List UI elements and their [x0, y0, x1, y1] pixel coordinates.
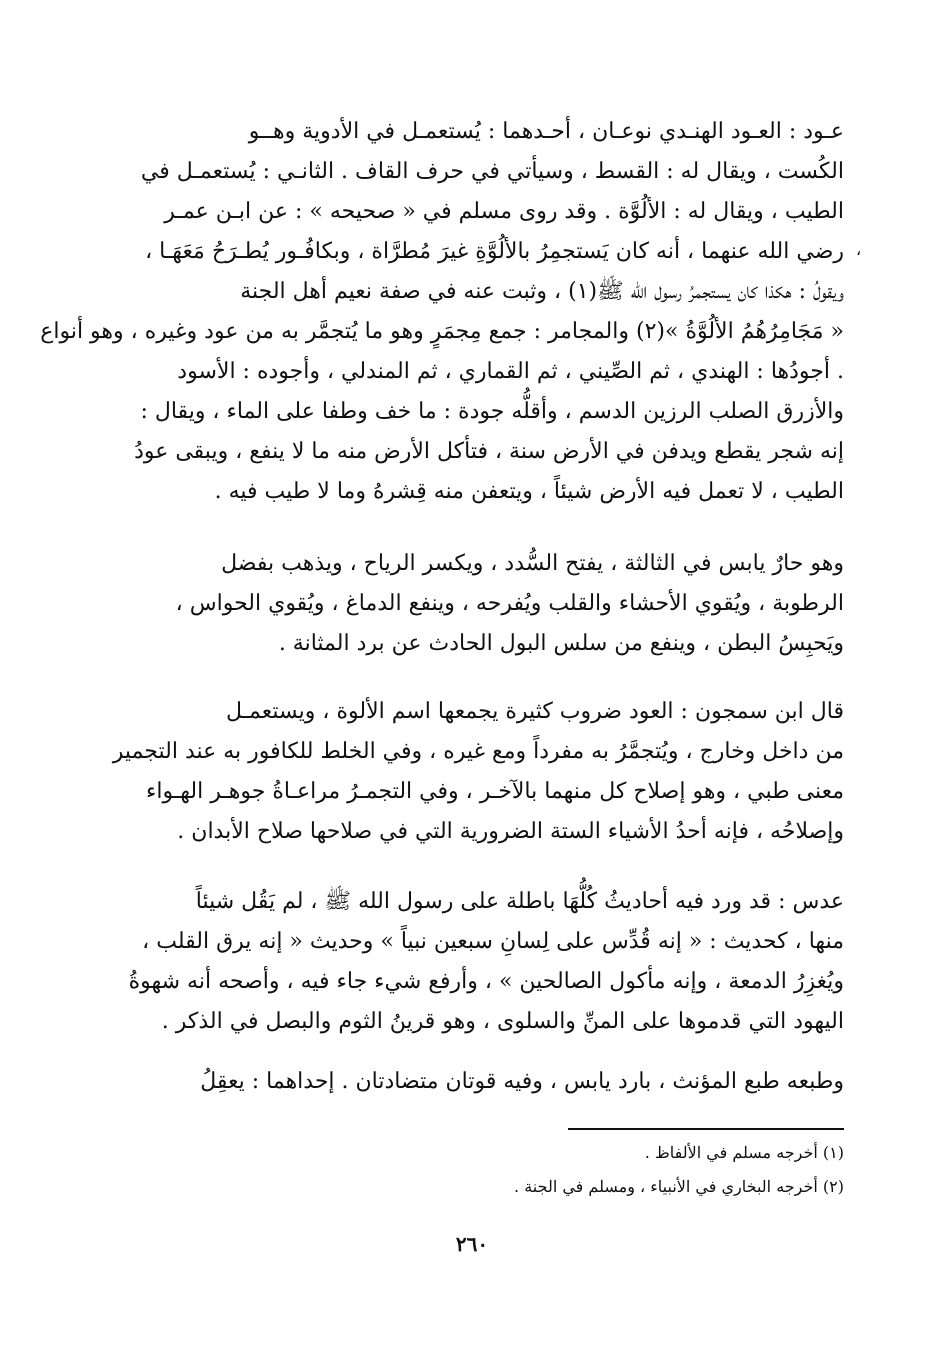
text-line: وهو حارٌ يابس في الثالثة ، يفتح السُّدد ، ويكسر الرياح ، ويذهب بفضل — [221, 551, 844, 576]
text-line: ويقولُ : هكذا كان يستجمرُ رسول الله ﷺ(١) ، وثبت عنه في صفة نعيم أهل الجنة — [240, 279, 844, 304]
text-line: الطيب ، ويقال له : الألُوَّة . وقد روى مسلم في « صحيحه » : عن ابـن عمـر — [164, 199, 844, 224]
text-line: إنه شجر يقطع ويدفن في الأرض سنة ، فتأكل الأرض منه ما لا ينفع ، ويبقى عودُ — [134, 439, 844, 464]
footnote-1: (١) أخرجه مسلم في الألفاظ . — [644, 1143, 844, 1162]
page-number: ٢٦٠ — [455, 1232, 489, 1256]
text-line: « مَجَامِرُهُمُ الألُوَّةُ »(٢) والمجامر : جمع مِجمَرٍ وهو ما يُتجمَّر به من عود وغيره ، وهو أنواع — [40, 319, 844, 344]
paragraph-oud — [40, 112, 844, 512]
text-line: والأزرق الصلب الرزين الدسم ، وأقلُّه جودة : ما خف وطفا على الماء ، ويقال : — [140, 399, 844, 424]
text-line: ويَحبِسُ البطن ، وينفع من سلس البول الحادث عن برد المثانة . — [278, 631, 844, 656]
text-line: الكُست ، ويقال له : القسط ، وسيأتي في حرف القاف . الثانـي : يُستعمـل في — [140, 159, 844, 184]
text-line: من داخل وخارج ، ويُتجمَّرُ به مفرداً ومع غيره ، وفي الخلط للكافور به عند التجمير — [112, 739, 844, 764]
paragraph-oud-properties — [132, 544, 844, 664]
paragraph-lentils-nature — [132, 1062, 844, 1102]
paragraph-ibn-samjun — [112, 692, 844, 852]
footnote-divider — [568, 1128, 844, 1130]
text-line: معنى طبي ، وهو إصلاح كل منهما بالآخـر ، وفي التجمـرُ مراعـاةُ جوهـر الهـواء — [145, 779, 844, 804]
paragraph-lentils — [128, 882, 844, 1042]
text-line: وإصلاحُه ، فإنه أحدُ الأشياء الستة الضرورية التي في صلاحها صلاح الأبدان . — [177, 819, 844, 844]
text-line: . أجودُها : الهندي ، ثم الصِّيني ، ثم القماري ، ثم المندلي ، وأجوده : الأسود — [177, 359, 844, 384]
margin-mark: ، — [856, 240, 862, 259]
footnote-2: (٢) أخرجه البخاري في الأنبياء ، ومسلم في الجنة . — [514, 1177, 844, 1196]
text-line: اليهود التي قدموها على المنِّ والسلوى ، وهو قرينُ الثوم والبصل في الذكر . — [161, 1009, 844, 1034]
text-line: قال ابن سمجون : العود ضروب كثيرة يجمعها اسم الألوة ، ويستعمـل — [225, 699, 844, 724]
text-line: وطبعه طبع المؤنث ، بارد يابس ، وفيه قوتان متضادتان . إحداهما : يعقِلُ — [200, 1069, 844, 1094]
text-line: الرطوبة ، ويُقوي الأحشاء والقلب ويُفرحه ، وينفع الدماغ ، ويُقوي الحواس ، — [175, 591, 844, 616]
text-line: منها ، كحديث : « إنه قُدِّس على لِسانِ سبعين نبياً » وحديث « إنه يرق القلب ، — [142, 929, 844, 954]
footnotes — [300, 1136, 844, 1204]
text-line: رضي الله عنهما ، أنه كان يَستجمِرُ بالألُوَّةِ غيرَ مُطرَّاة ، وبكافُـور يُطـرَحُ مَعَهَـا ، — [145, 239, 844, 264]
text-line: عدس : قد ورد فيه أحاديثُ كُلُّهَا باطلة على رسول الله ﷺ ، لم يَقُل شيئاً — [195, 889, 844, 914]
text-line: الطيب ، لا تعمل فيه الأرض شيئاً ، ويتعفن منه قِشرهُ وما لا طيب فيه . — [214, 479, 844, 504]
text-line: عـود : العـود الهنـدي نوعـان ، أحـدهما : يُستعمـل في الأدوية وهــو — [248, 119, 844, 144]
text-line: ويُغزِرُ الدمعة ، وإنه مأكول الصالحين » ، وأرفع شيء جاء فيه ، وأصحه أنه شهوةُ — [128, 969, 844, 994]
